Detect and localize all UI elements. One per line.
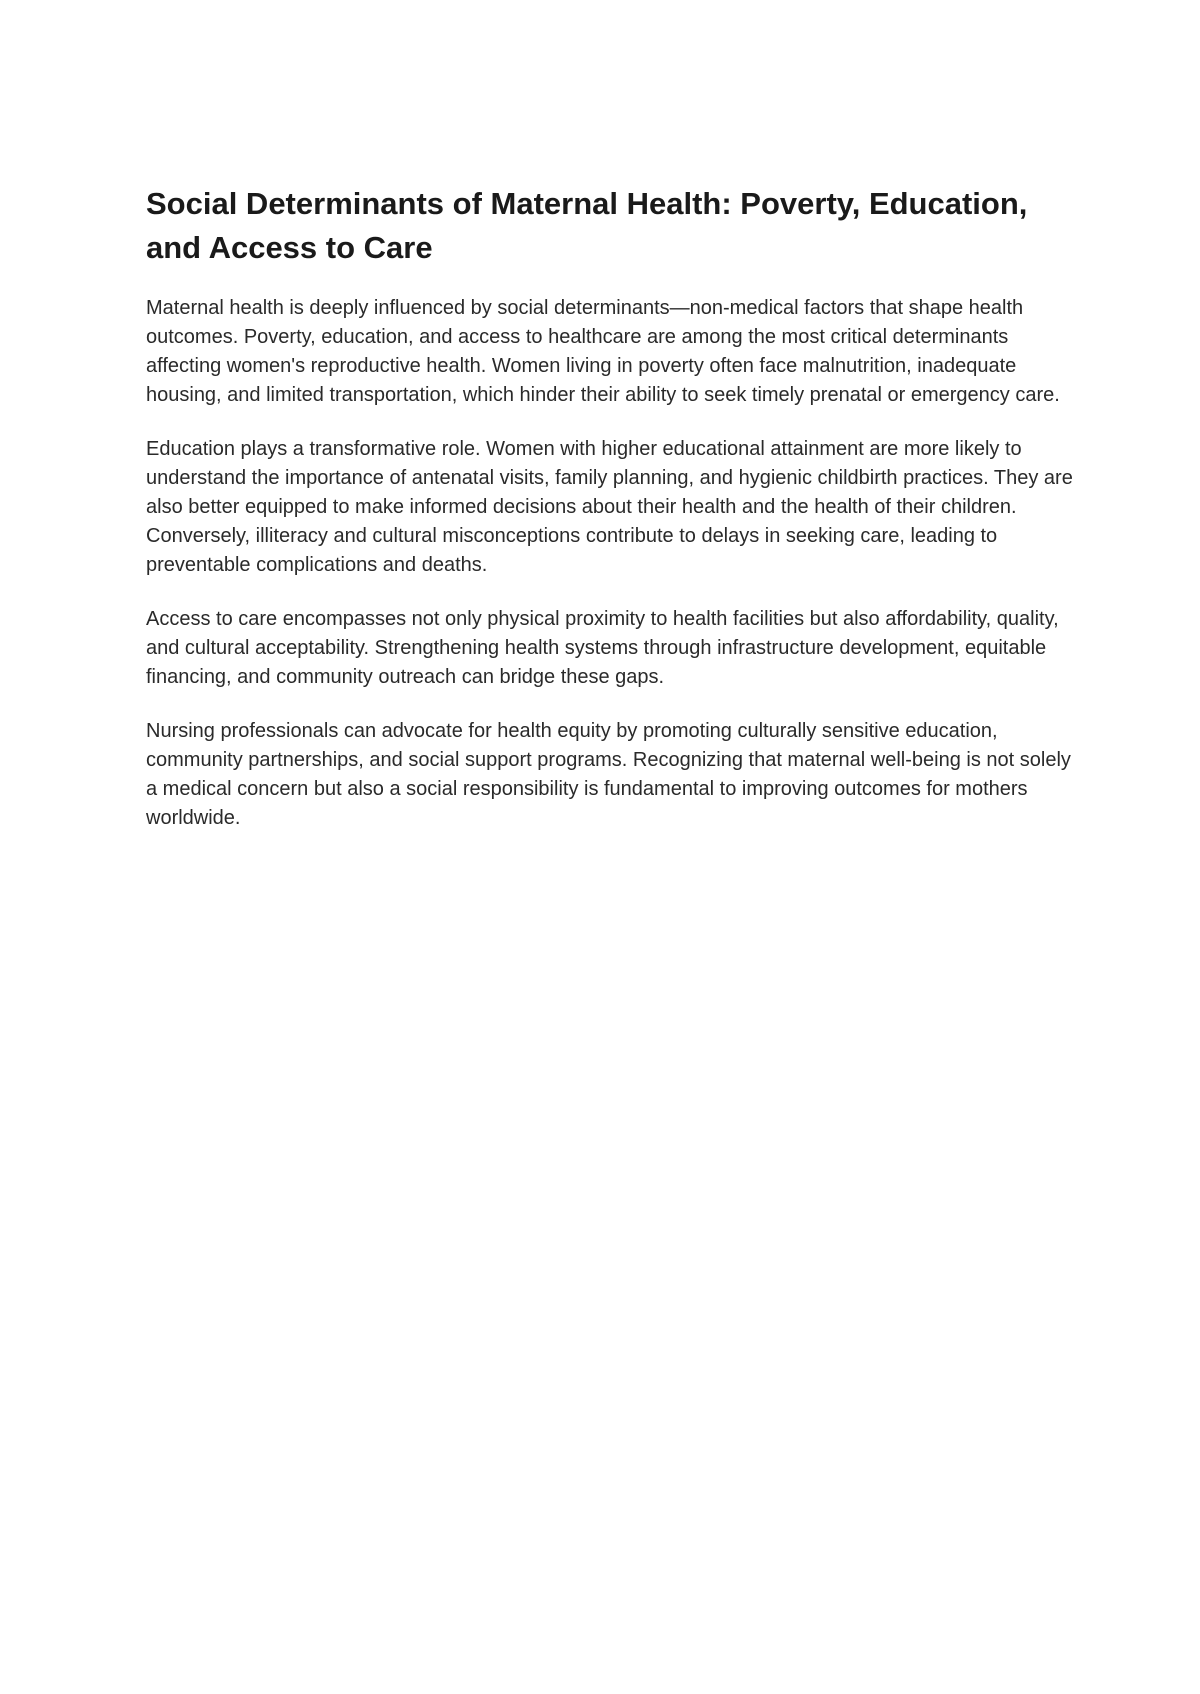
paragraph-access-to-care: Access to care encompasses not only physical proximity to health facilities but also affordability, quality, and cultural acceptability. Strengthening health systems through infrastructure development, equitable financing, and community outreach can bridge these gaps. <box>146 608 1059 688</box>
paragraph-nursing-advocacy: Nursing professionals can advocate for health equity by promoting culturally sensitive education, community partnerships, and social support programs. Recognizing that maternal well-being is not solely a medical concern but also a social responsibility is fundamental to improving outcomes for mothers worldwide. <box>146 720 1071 829</box>
document-content <box>146 182 1076 858</box>
paragraph-poverty: Maternal health is deeply influenced by social determinants—non-medical factors that shape health outcomes. Poverty, education, and access to healthcare are among the most critical determinants affecting women's reproductive health. Women living in poverty often face malnutrition, inadequate housing, and limited transportation, which hinder their ability to seek timely prenatal or emergency care. <box>146 297 1060 406</box>
paragraph-education: Education plays a transformative role. Women with higher educational attainment are more likely to understand the importance of antenatal visits, family planning, and hygienic childbirth practices. They are also better equipped to make informed decisions about their health and the health of their children. Conversely, illiteracy and cultural misconceptions contribute to delays in seeking care, leading to preventable complications and deaths. <box>146 438 1073 576</box>
document-title: Social Determinants of Maternal Health: Poverty, Education, and Access to Care <box>146 186 1028 265</box>
